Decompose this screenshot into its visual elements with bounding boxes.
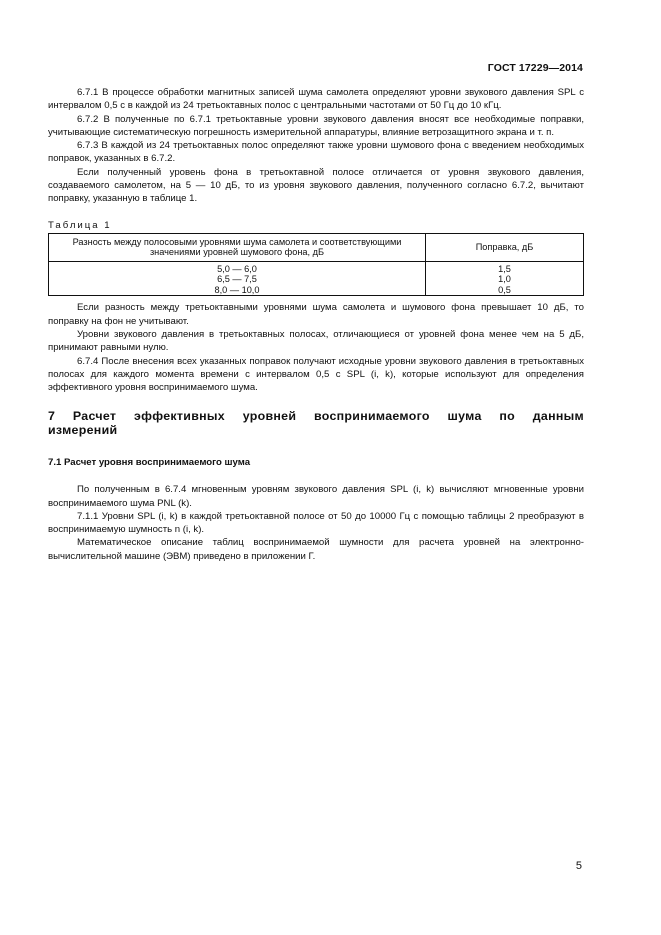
table-cell-difference: 5,0 — 6,0	[49, 261, 426, 274]
table-header-difference: Разность между полосовыми уровнями шума самолета и соответствующими значениями уровней шумового фона, дБ	[49, 233, 426, 261]
paragraph-background-level: Если полученный уровень фона в третьоктавной полосе отличается от уровня звукового давления, создаваемого самолетом, на 5 — 10 дБ, то из уровня звукового давления, полученного согласно 6.7.2, вычитают поправку, указанную в таблице 1.	[48, 166, 584, 205]
table-cell-difference: 8,0 — 10,0	[49, 285, 426, 296]
paragraph-6-7-2: 6.7.2 В полученные по 6.7.1 третьоктавные уровни звукового давления вносят все необходимые поправки, учитывающие систематическую погрешность измерительной аппаратуры, влияние ветрозащитного экрана и т. п.	[48, 113, 584, 138]
correction-table	[48, 233, 584, 297]
table-cell-correction: 1,0	[426, 274, 584, 285]
table-row	[49, 274, 584, 285]
subsection-7-1-heading: 7.1 Расчет уровня воспринимаемого шума	[48, 456, 251, 468]
paragraph-7-1-intro: По полученным в 6.7.4 мгновенным уровням звукового давления SPL (i, k) вычисляют мгновенные уровни воспринимаемого шума PNL (k).	[48, 484, 584, 509]
table-cell-correction: 1,5	[426, 261, 584, 274]
page-number: 5	[575, 860, 582, 872]
table-cell-difference: 6,5 — 7,5	[49, 274, 426, 285]
table-row	[49, 261, 584, 274]
paragraph-6-7-3: 6.7.3 В каждой из 24 третьоктавных полос определяют также уровни шумового фона с введением необходимых поправок, указанных в 6.7.2.	[48, 140, 584, 165]
paragraph-6-7-1: 6.7.1 В процессе обработки магнитных записей шума самолета определяют уровни звукового давления SPL с интервалом 0,5 с в каждой из 24 третьоктавных полос с центральными частотами от 50 Гц до 10 кГц.	[48, 87, 584, 112]
table-caption: Таблица 1	[48, 219, 112, 231]
paragraph-background-ignored: Если разность между третьоктавными уровнями шума самолета и шумового фона превышает 10 дБ, то поправку на фон не учитывают.	[48, 302, 584, 327]
table-header-row	[49, 233, 584, 261]
section-7-heading: 7 Расчет эффективных уровней воспринимаемого шума по данным измерений	[48, 408, 584, 438]
paragraph-below-background: Уровни звукового давления в третьоктавных полосах, отличающиеся от уровней фона менее чем на 5 дБ, принимают равными нулю.	[48, 329, 584, 354]
document-code: ГОСТ 17229—2014	[487, 62, 583, 74]
table-header-correction: Поправка, дБ	[426, 233, 584, 261]
table-cell-correction: 0,5	[426, 285, 584, 296]
page-content	[48, 86, 584, 563]
paragraph-math-description: Математическое описание таблиц воспринимаемой шумности для расчета уровней на электронно-вычислительной машине (ЭВМ) приведено в приложении Г.	[48, 537, 584, 562]
paragraph-7-1-1: 7.1.1 Уровни SPL (i, k) в каждой третьоктавной полосе от 50 до 10000 Гц с помощью таблицы 2 преобразуют в воспринимаемую шумность n (i, k).	[48, 510, 584, 536]
table-row	[49, 285, 584, 296]
paragraph-6-7-4: 6.7.4 После внесения всех указанных поправок получают исходные уровни звукового давления в третьоктавных полосах для каждого момента времени с интервалом 0,5 с SPL (i, k), которые используют для определения эффективного уровня воспринимаемого шума.	[48, 355, 584, 394]
